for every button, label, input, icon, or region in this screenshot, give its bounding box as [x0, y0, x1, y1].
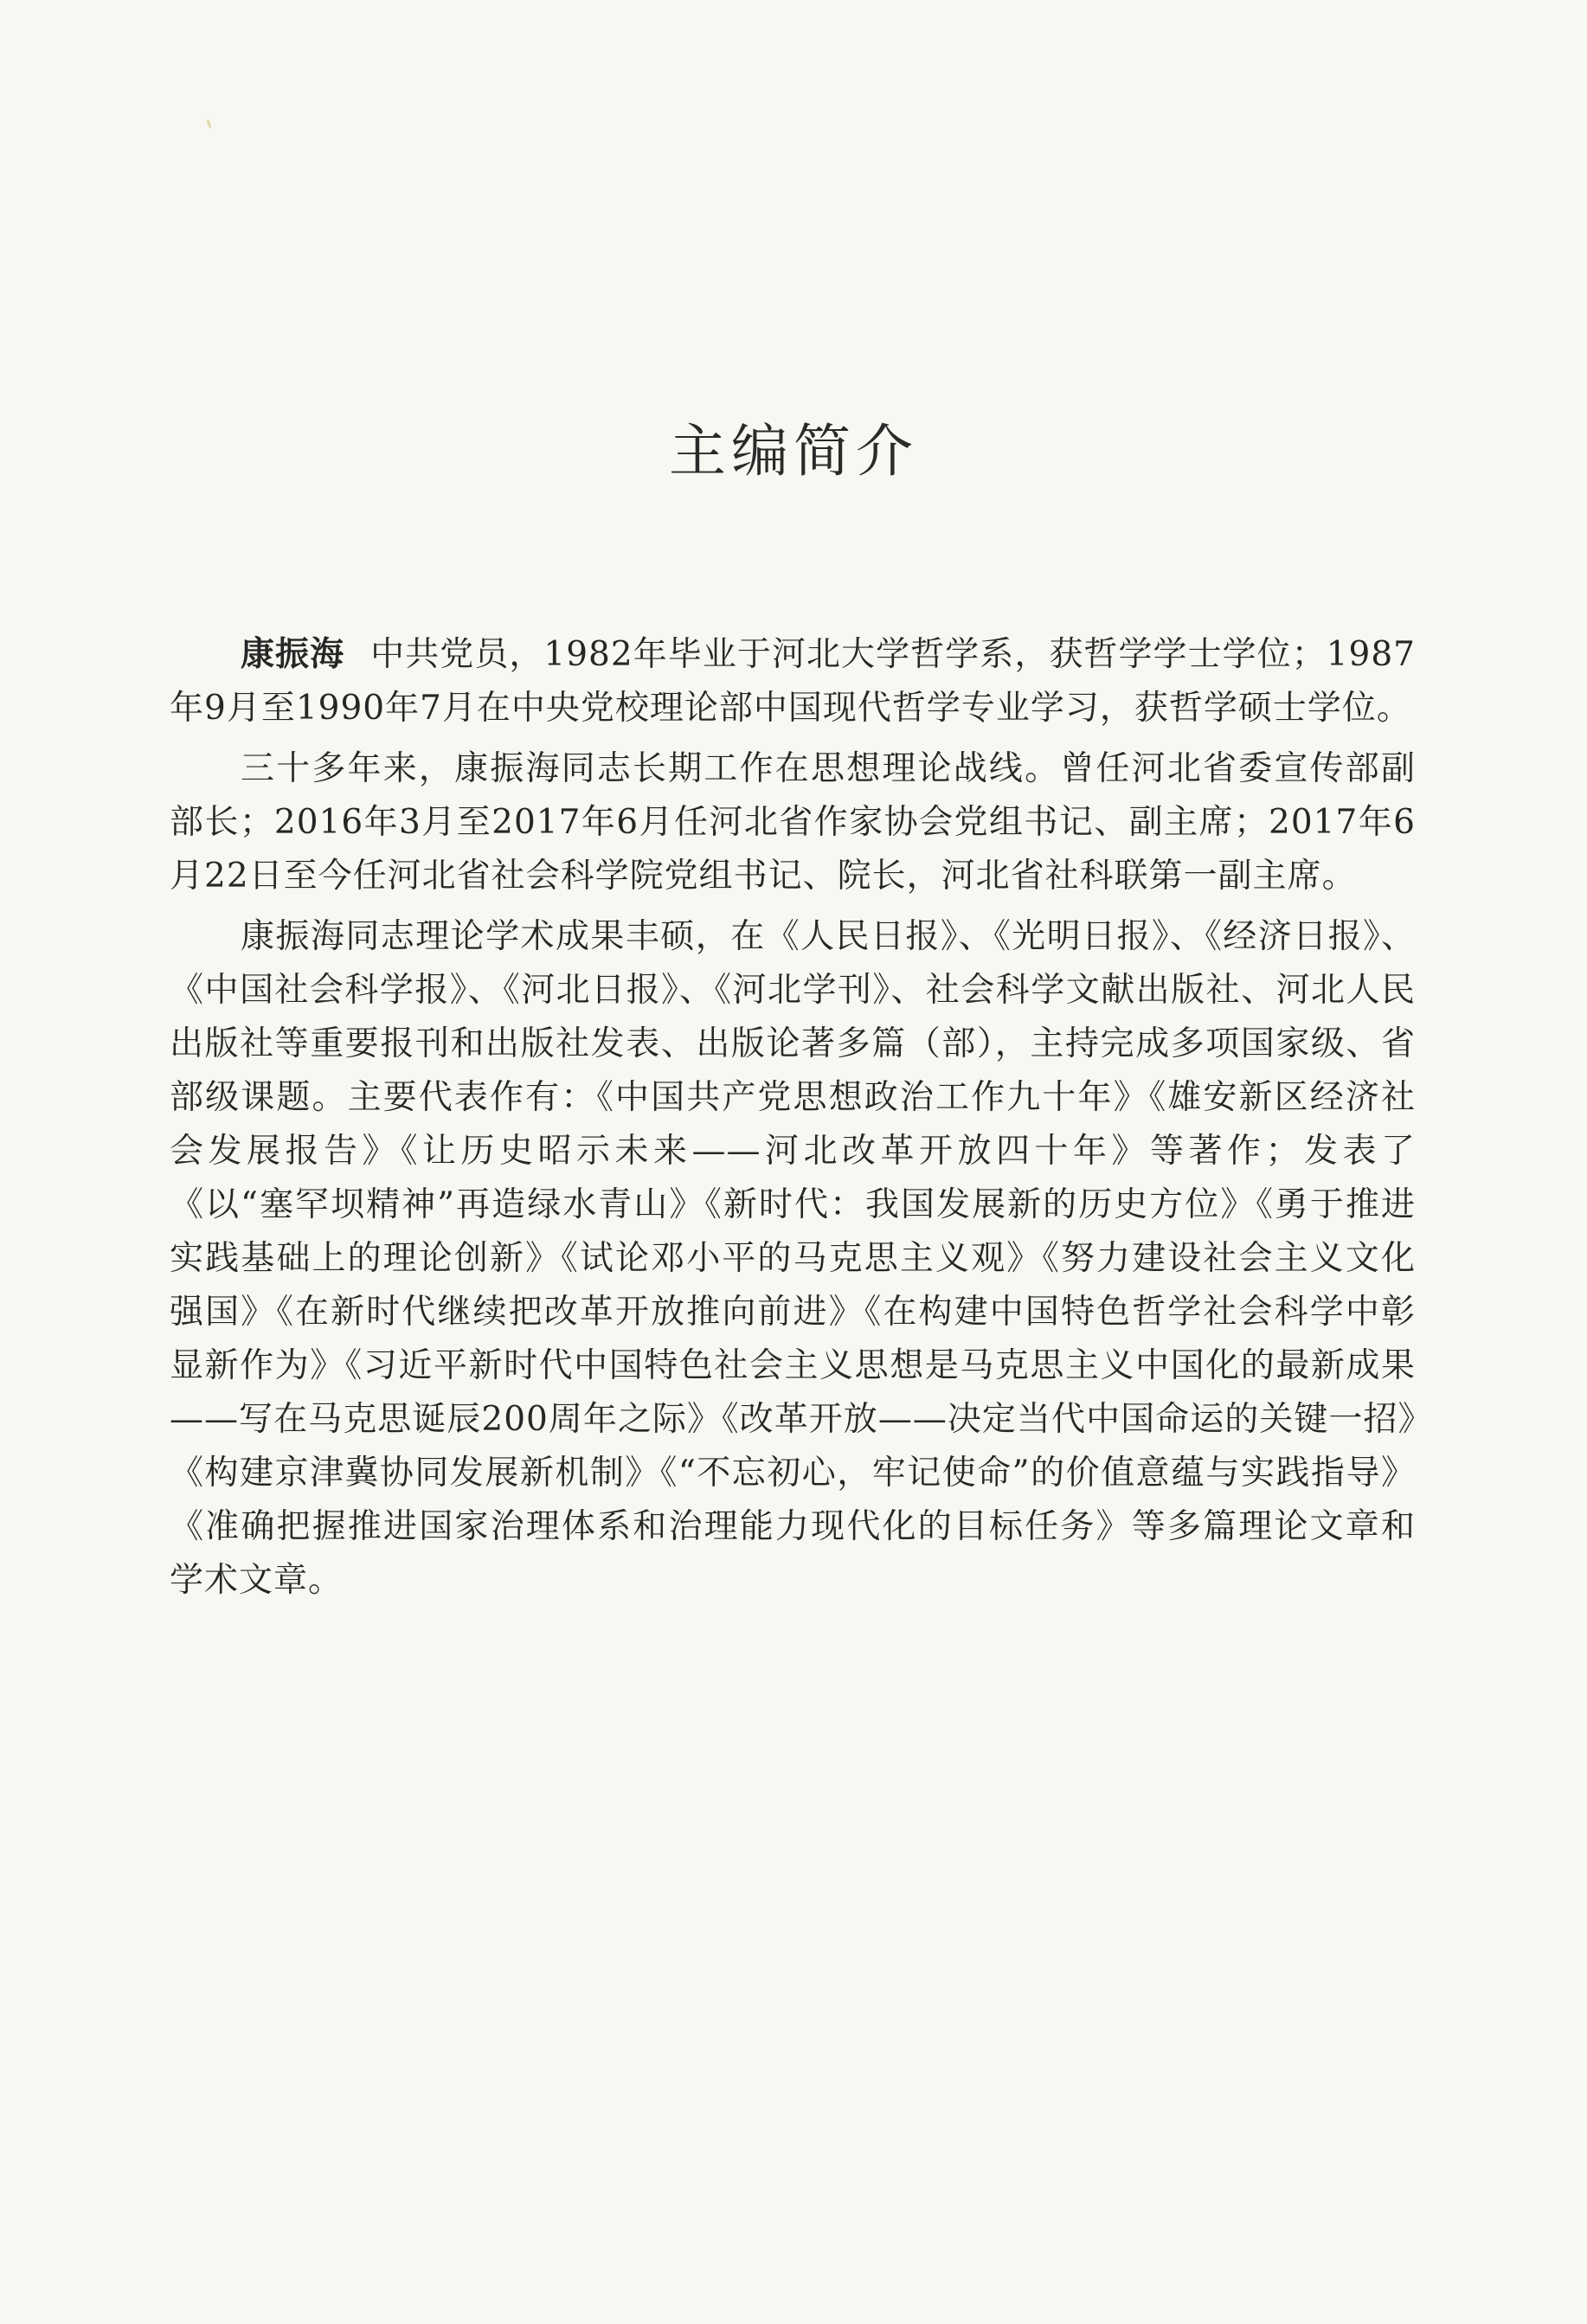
paragraph-intro-text: 中共党员，1982年毕业于河北大学哲学系，获哲学学士学位；1987年9月至1990年7月在中央党校理论部中国现代哲学专业学习，获哲学硕士学位。 — [170, 635, 1416, 728]
paragraph-career: 三十多年来，康振海同志长期工作在思想理论战线。曾任河北省委宣传部副部长；2016年3月至2017年6月任河北省作家协会党组书记、副主席；2017年6月22日至今任河北省社会科学院党组书记、院长，河北省社科联第一副主席。 — [170, 749, 1416, 896]
paragraph-intro — [170, 628, 1416, 735]
paragraph-publications: 康振海同志理论学术成果丰硕，在《人民日报》、《光明日报》、《经济日报》、《中国社会科学报》、《河北日报》、《河北学刊》、社会科学文献出版社、河北人民出版社等重要报刊和出版社发表、出版论著多篇（部），主持完成多项国家级、省部级课题。主要代表作有：《中国共产党思想政治工作九十年》《雄安新区经济社会发展报告》《让历史昭示未来——河北改革开放四十年》等著作；发表了《以“塞罕坝精神”再造绿水青山》《新时代：我国发展新的历史方位》《勇于推进实践基础上的理论创新》《试论邓小平的马克思主义观》《努力建设社会主义文化强国》《在新时代继续把改革开放推向前进》《在构建中国特色哲学社会科学中彰显新作为》《习近平新时代中国特色社会主义思想是马克思主义中国化的最新成果——写在马克思诞辰200周年之际》《改革开放——决定当代中国命运的关键一招》《构建京津冀协同发展新机制》《“不忘初心，牢记使命”的价值意蕴与实践指导》《准确把握推进国家治理体系和治理能力现代化的目标任务》等多篇理论文章和学术文章。 — [170, 917, 1416, 1600]
editor-name: 康振海 — [241, 635, 345, 674]
biography-body — [170, 628, 1416, 1615]
paper-speck — [206, 119, 211, 128]
page-title: 主编简介 — [669, 418, 918, 485]
